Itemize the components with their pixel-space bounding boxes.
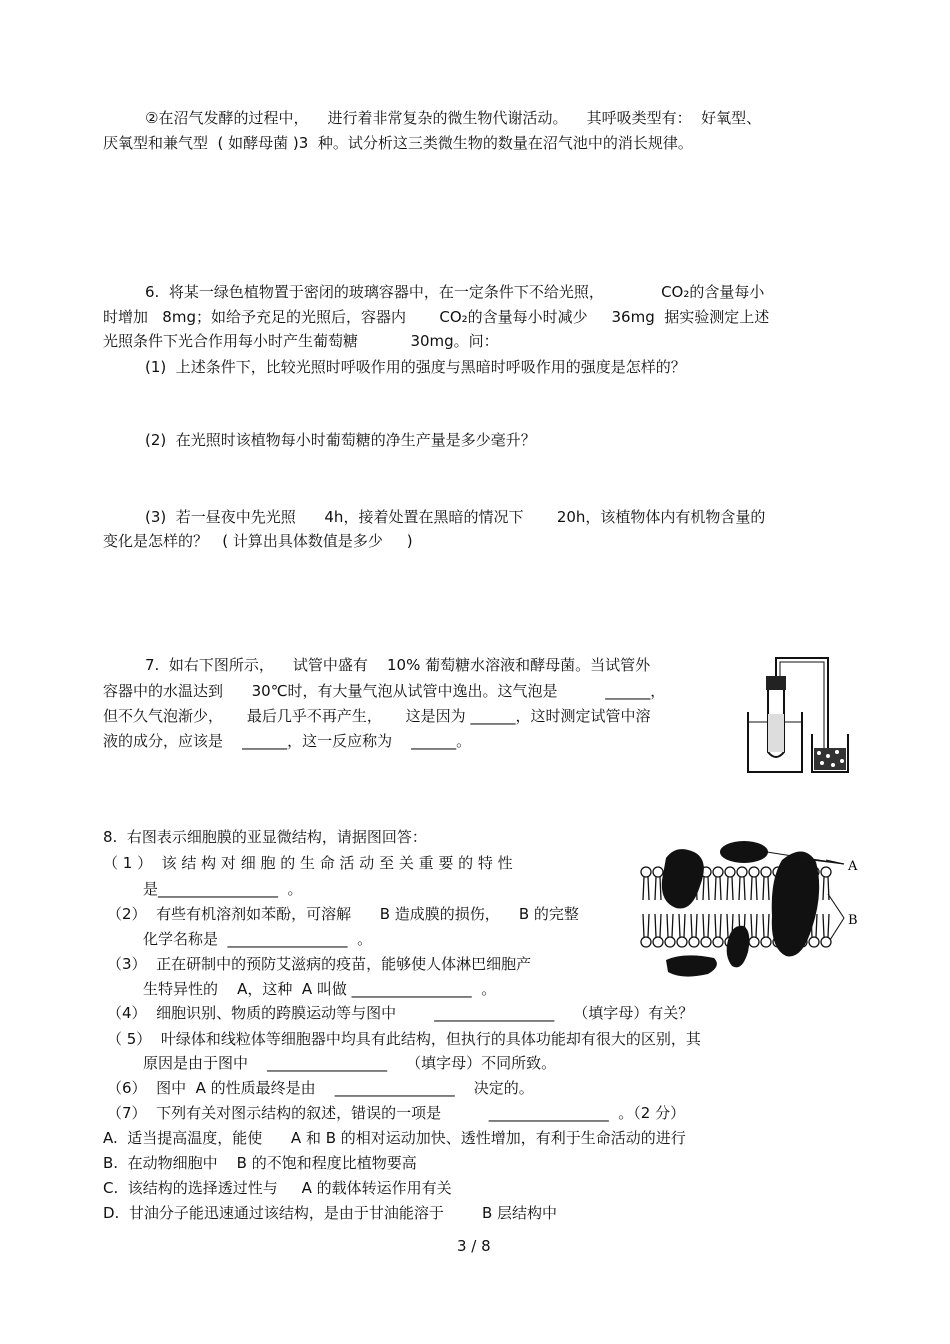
q8-sub4: （4） 细胞识别、物质的跨膜运动等与图中 ________________ （填字母）有关？ bbox=[107, 1004, 694, 1022]
q6-line2: 时增加 8mg；如给予充足的光照后，容器内 CO₂的含量每小时减少 36mg 据实验测定上述 bbox=[103, 308, 770, 326]
q7-line1: 7. 如右下图所示， 试管中盛有 10% 葡萄糖水溶液和酵母菌。当试管外 bbox=[145, 656, 651, 674]
lipid-tail-upper bbox=[751, 877, 757, 900]
lipid-tail-upper bbox=[739, 877, 745, 900]
lipid-tail-lower bbox=[643, 914, 649, 937]
q5b-line2: 厌氧型和兼气型 ( 如酵母菌 )3 种。试分析这三类微生物的数量在沼气池中的消长规律。 bbox=[103, 134, 693, 152]
lipid-head-lower bbox=[701, 937, 711, 947]
lipid-tail-lower bbox=[691, 914, 697, 937]
lipid-head-upper bbox=[761, 867, 771, 877]
q8-sub6: （6） 图中 A 的性质最终是由 ________________ 决定的。 bbox=[107, 1079, 534, 1097]
q6-sub3-line1: (3) 若一昼夜中先光照 4h，接着处置在黑暗的情况下 20h，该植物体内有机物含量的 bbox=[145, 508, 766, 526]
q8-sub2-line2: 化学名称是 ________________ 。 bbox=[143, 930, 373, 948]
lipid-tail-upper bbox=[727, 877, 733, 900]
page-number: 3 / 8 bbox=[457, 1237, 491, 1255]
lipid-head-upper bbox=[713, 867, 723, 877]
label-b: B bbox=[848, 913, 858, 928]
q8-option-b: B. 在动物细胞中 B 的不饱和程度比植物要高 bbox=[103, 1154, 417, 1172]
label-a: A bbox=[848, 859, 858, 874]
lipid-head-upper bbox=[821, 867, 831, 877]
protein-a2 bbox=[720, 841, 768, 863]
q7-line4: 液的成分，应该是 ______，这一反应称为 ______。 bbox=[103, 732, 472, 750]
q6-sub2: (2) 在光照时该植物每小时葡萄糖的净生产量是多少毫升？ bbox=[145, 431, 536, 449]
lipid-tail-lower bbox=[667, 914, 673, 937]
lipid-tail-upper bbox=[763, 877, 769, 900]
lipid-tail-lower bbox=[655, 914, 661, 937]
lipid-head-lower bbox=[665, 937, 675, 947]
q8-option-c: C. 该结构的选择透过性与 A 的载体转运作用有关 bbox=[103, 1179, 452, 1197]
lipid-head-lower bbox=[713, 937, 723, 947]
lipid-tail-lower bbox=[763, 914, 769, 937]
q8-sub1-line2: 是________________ 。 bbox=[143, 880, 303, 898]
lipid-head-upper bbox=[653, 867, 663, 877]
q6-sub3-line2: 变化是怎样的？ ( 计算出具体数值是多少 ) bbox=[103, 532, 413, 550]
protein-a3 bbox=[772, 851, 819, 956]
lipid-head-lower bbox=[761, 937, 771, 947]
lipid-tail-upper bbox=[703, 877, 709, 900]
lipid-tail-lower bbox=[751, 914, 757, 937]
q8-sub2-line1: （2） 有些有机溶剂如苯酚，可溶解 B 造成膜的损伤， B 的完整 bbox=[107, 905, 579, 923]
q8-option-a: A. 适当提高温度，能使 A 和 B 的相对运动加快、透性增加，有利于生命活动的进行 bbox=[103, 1129, 686, 1147]
q6-line3: 光照条件下光合作用每小时产生葡萄糖 30mg。问： bbox=[103, 332, 499, 350]
lipid-tail-upper bbox=[823, 877, 829, 900]
q8-sub1-line1: （ 1 ） 该 结 构 对 细 胞 的 生 命 活 动 至 关 重 要 的 特 性 bbox=[103, 854, 513, 872]
lipid-head-lower bbox=[677, 937, 687, 947]
lipid-head-upper bbox=[641, 867, 651, 877]
q6-sub1: (1) 上述条件下，比较光照时呼吸作用的强度与黑暗时呼吸作用的强度是怎样的？ bbox=[145, 358, 686, 376]
test-tube-apparatus-figure bbox=[742, 652, 854, 776]
q8-sub3-line2: 生特异性的 A，这种 A 叫做 ________________ 。 bbox=[143, 980, 497, 998]
protein-a4 bbox=[727, 926, 750, 968]
lipid-head-lower bbox=[653, 937, 663, 947]
cell-membrane-figure bbox=[636, 832, 862, 980]
q8-sub5-line2: 原因是由于图中 ________________ （填字母）不同所致。 bbox=[143, 1054, 557, 1072]
lipid-head-lower bbox=[641, 937, 651, 947]
q5b-line1: ②在沼气发酵的过程中， 进行着非常复杂的微生物代谢活动。 其呼吸类型有： 好氧型、 bbox=[145, 109, 762, 127]
lipid-head-lower bbox=[689, 937, 699, 947]
q8-option-d: D. 甘油分子能迅速通过该结构，是由于甘油能溶于 B 层结构中 bbox=[103, 1204, 558, 1222]
lipid-head-lower bbox=[821, 937, 831, 947]
q7-line3: 但不久气泡渐少， 最后几乎不再产生， 这是因为 ______，这时测定试管中溶 bbox=[103, 707, 651, 725]
lipid-tail-lower bbox=[823, 914, 829, 937]
lipid-head-upper bbox=[749, 867, 759, 877]
protein-a5 bbox=[666, 955, 717, 976]
lipid-head-upper bbox=[737, 867, 747, 877]
q8-intro: 8. 右图表示细胞膜的亚显微结构，请据图回答： bbox=[103, 828, 427, 846]
q7-line2: 容器中的水温达到 30℃时，有大量气泡从试管中逸出。这气泡是 ______， bbox=[103, 682, 666, 700]
q8-sub5-line1: （ 5） 叶绿体和线粒体等细胞器中均具有此结构，但执行的具体功能却有很大的区别，其 bbox=[107, 1030, 701, 1048]
lipid-tail-upper bbox=[655, 877, 661, 900]
lipid-head-lower bbox=[749, 937, 759, 947]
lipid-tail-lower bbox=[715, 914, 721, 937]
lipid-head-upper bbox=[725, 867, 735, 877]
lipid-tail-lower bbox=[703, 914, 709, 937]
q8-sub7: （7） 下列有关对图示结构的叙述，错误的一项是 ________________ 。（2 分） bbox=[107, 1104, 686, 1122]
lipid-tail-upper bbox=[643, 877, 649, 900]
lipid-tail-lower bbox=[679, 914, 685, 937]
q6-line1: 6. 将某一绿色植物置于密闭的玻璃容器中，在一定条件下不给光照， CO₂的含量每小 bbox=[145, 283, 765, 301]
lipid-tail-upper bbox=[715, 877, 721, 900]
q8-sub3-line1: （3） 正在研制中的预防艾滋病的疫苗，能够使人体淋巴细胞产 bbox=[107, 955, 532, 973]
lipid-head-lower bbox=[809, 937, 819, 947]
